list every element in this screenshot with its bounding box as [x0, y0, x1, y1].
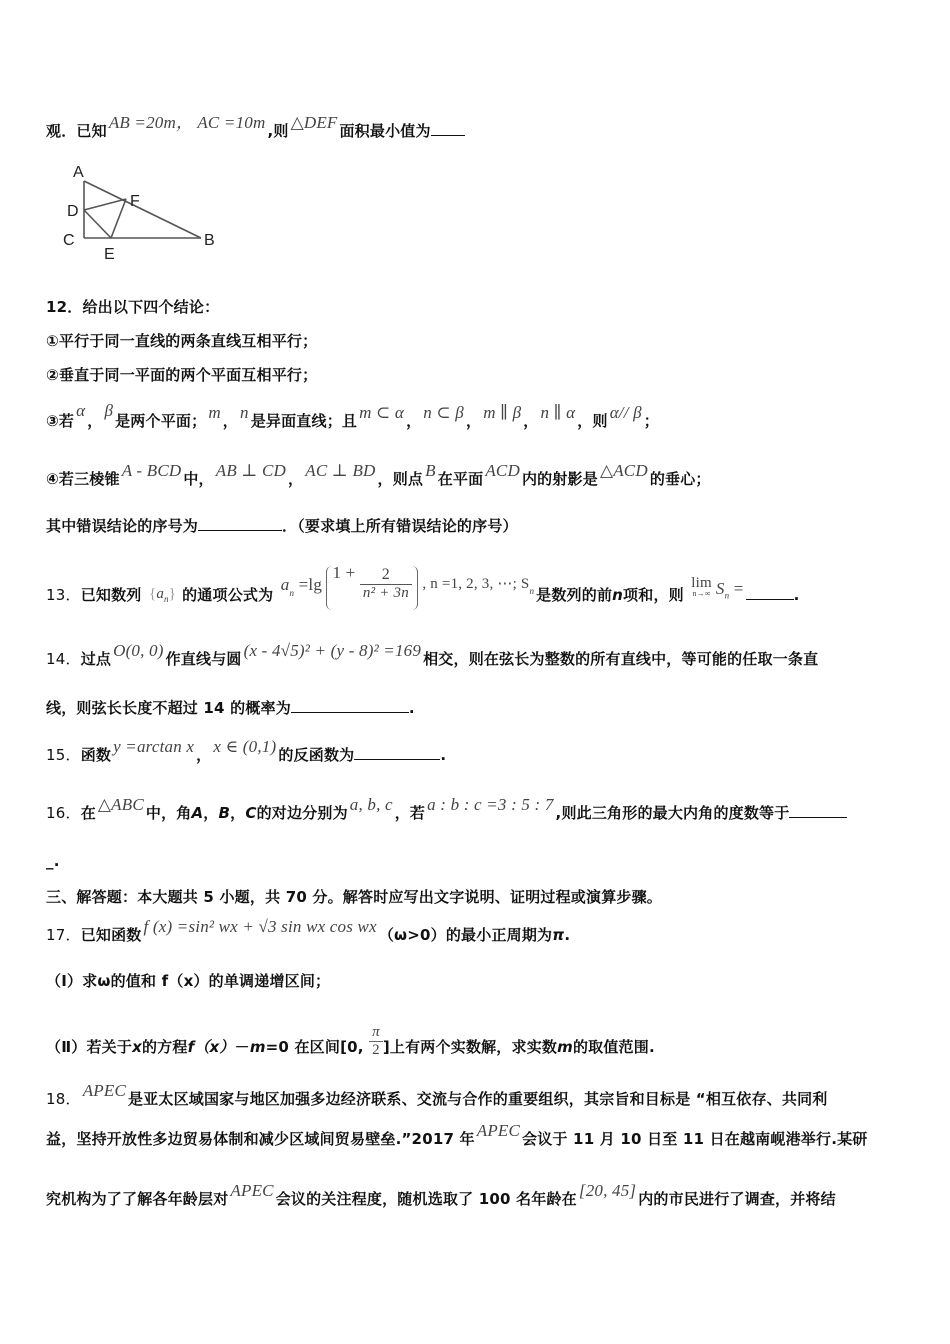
problem-12-statement-1 — [46, 330, 317, 351]
p17-q2f: f（x） — [187, 1038, 235, 1056]
p16-b2: 的对边分别为 — [256, 804, 348, 822]
math-function-f: f (x) =sin² wx + √3 sin wx cos wx — [143, 917, 377, 936]
math-arctan: y =arctan x — [113, 737, 195, 756]
answer-blank-14 — [291, 698, 409, 713]
math-point-b: B — [425, 461, 436, 480]
label-c: C — [63, 232, 75, 249]
fraction-denominator: n² + 3n — [362, 585, 409, 601]
answer-blank-13 — [746, 585, 794, 600]
brace-right: } — [168, 585, 177, 602]
math-apec-2: APEC — [476, 1121, 521, 1140]
problem-12-statement-4 — [46, 461, 711, 489]
math-age-interval: [20, 45] — [578, 1181, 637, 1200]
p16-angle-b: B — [218, 804, 231, 822]
p16-angle-a: A — [191, 804, 204, 822]
p15-sep: ， — [196, 746, 212, 764]
problem-14-text — [46, 641, 819, 669]
math-ab-perp-cd: AB ⊥ CD — [215, 461, 287, 480]
problem-18-text — [46, 1081, 828, 1109]
label-b: B — [204, 232, 215, 249]
math-beta: β — [104, 401, 114, 420]
p12-s3-sep1: ， — [87, 412, 103, 430]
p14-end: . — [408, 699, 415, 717]
p13-b: 的通项公式为 — [182, 585, 274, 604]
p16-c: ，若 — [394, 804, 426, 822]
lim-s-sub: n — [724, 590, 730, 601]
lim-sub: n→∞ — [692, 588, 711, 598]
lim-eq: = — [733, 578, 744, 598]
p15-end: . — [440, 746, 447, 764]
pi-numerator: π — [369, 1024, 383, 1042]
lim-s: S — [715, 578, 725, 598]
p16-angle-c: C — [245, 804, 257, 822]
p16-c1: ， — [203, 804, 219, 822]
answer-blank-11 — [431, 121, 465, 136]
section-3-text: 三、解答题：本大题共 5 小题，共 70 分。解答时应写出文字说明、证明过程或演算步骤。 — [46, 888, 663, 906]
term-sub: n — [289, 588, 295, 599]
label-a: A — [73, 164, 84, 181]
label-e: E — [104, 246, 115, 263]
p13-end: . — [793, 585, 800, 604]
math-plane-acd: ACD — [485, 461, 520, 480]
problem-17-part-2 — [46, 1024, 655, 1065]
p17-q2f2: 的取值范围. — [572, 1038, 655, 1056]
answer-blank-16 — [789, 803, 847, 818]
p16-c2: ， — [230, 804, 246, 822]
math-pi-over-2 — [369, 1024, 383, 1059]
p14-number: 14． — [46, 650, 81, 668]
p11-math-lengths: AB =20m， AC =10m — [108, 113, 266, 132]
math-m: m — [208, 403, 221, 422]
math-apec-3: APEC — [230, 1181, 274, 1200]
p17-a: 已知函数 — [80, 926, 142, 944]
p18-a: 是亚太区域国家与地区加强多边经济联系、交流与合作的重要组织，其宗旨和目标是 “相互依存、共同利 — [127, 1090, 828, 1108]
p17-q2e: ]上有两个实数解，求实数 — [382, 1038, 558, 1056]
p12-s4-e: 在平面 — [437, 470, 484, 488]
p15-b: 的反函数为 — [278, 746, 355, 764]
problem-12-statement-3 — [46, 401, 659, 431]
label-d: D — [67, 203, 79, 220]
p11-suffix: 面积最小值为 — [339, 122, 431, 140]
problem-13-text — [46, 562, 800, 618]
problem-12-intro — [46, 296, 219, 317]
limit-s — [714, 578, 746, 601]
p17-q2c: － — [234, 1038, 250, 1056]
math-general-term — [279, 562, 536, 616]
p12-s3-c: 是异面直线；且 — [250, 412, 358, 430]
seq-sub: n — [164, 593, 169, 604]
p17-q2b: 的方程 — [141, 1038, 188, 1056]
math-ac-perp-bd: AC ⊥ BD — [305, 461, 376, 480]
math-n-parallel-alpha: n ∥ α — [540, 403, 576, 422]
p12-s4-f: 内的射影是 — [521, 470, 598, 488]
p18-line3c: 内的市民进行了调查，并将结 — [638, 1190, 836, 1208]
math-pyramid: A - BCD — [121, 461, 182, 480]
p12-s4-a: ④若三棱锥 — [46, 470, 120, 488]
p12-s4-d: ，则点 — [377, 470, 424, 488]
p17-q2x: x — [132, 1038, 142, 1056]
math-triangle-abc: △ABC — [97, 795, 144, 814]
problem-18-line3 — [46, 1181, 836, 1209]
math-domain: x ∈ (0,1) — [213, 737, 277, 756]
brace-left: { — [148, 585, 157, 602]
p17-q2m2: m — [557, 1038, 573, 1056]
math-sequence — [147, 586, 182, 602]
fraction-numerator: 2 — [360, 566, 412, 585]
p12-s3-d: ，则 — [577, 412, 608, 430]
term-range: , n =1, 2, 3, ⋯; S — [422, 575, 530, 592]
p18-line2b: 会议于 11 月 10 日至 11 日在越南岘港举行.某研 — [522, 1130, 868, 1148]
math-circle-equation: (x - 4√5)² + (y - 8)² =169 — [243, 641, 422, 660]
p12-ask-end: ．（要求填上所有错误结论的序号） — [282, 517, 518, 535]
p12-s3-sep2: ， — [222, 412, 238, 430]
p12-intro: 12．给出以下四个结论： — [46, 298, 220, 316]
math-limit — [689, 576, 714, 598]
p17-number: 17． — [46, 926, 81, 944]
answer-blank-12 — [198, 516, 282, 531]
p18-number: 18． — [46, 1090, 81, 1108]
p11-math-triangle: △DEF — [290, 113, 338, 132]
fraction — [360, 566, 412, 602]
p12-s1: ①平行于同一直线的两条直线互相平行； — [46, 332, 318, 350]
problem-12-statement-2 — [46, 364, 317, 385]
p18-line2a: 益，坚持开放性多边贸易体制和减少区域间贸易壁垒.”2017 年 — [46, 1130, 475, 1148]
p16-a: 在 — [80, 804, 96, 822]
p13-a: 已知数列 — [80, 585, 142, 604]
p12-ask: 其中错误结论的序号为 — [46, 517, 199, 535]
label-f: F — [130, 193, 140, 210]
math-origin: O(0, 0) — [113, 641, 164, 660]
problem-17-text — [46, 917, 571, 945]
p13-number: 13． — [46, 585, 81, 604]
math-m-subset-alpha: m ⊂ α — [359, 403, 405, 422]
p12-s3-sep5: ， — [523, 412, 539, 430]
problem-16-text — [46, 795, 847, 823]
math-apec-1: APEC — [82, 1081, 126, 1100]
p17-q2m: m — [249, 1038, 266, 1056]
p13-d: 项和，则 — [623, 585, 684, 604]
p14-a: 过点 — [80, 650, 112, 668]
math-n-subset-beta: n ⊂ β — [423, 403, 464, 422]
p12-s4-c: ， — [288, 470, 304, 488]
term-a: a — [280, 574, 290, 594]
p14-line2: 线，则弦长长度不超过 14 的概率为 — [46, 699, 291, 717]
math-sides: a, b, c — [349, 795, 393, 814]
triangle-figure — [56, 160, 236, 265]
term-eq: =lg — [298, 574, 323, 594]
problem-18-line2 — [46, 1121, 868, 1149]
p12-s3-e: ； — [643, 412, 659, 430]
problem-15-text — [46, 737, 447, 765]
math-n: n — [240, 403, 249, 422]
math-triangle-acd: △ACD — [599, 461, 648, 480]
problem-14-text-line2 — [46, 697, 415, 718]
p17-q2a: （Ⅱ）若关于 — [46, 1038, 133, 1056]
answer-blank-15 — [354, 745, 440, 760]
problem-17-part-1 — [46, 970, 330, 991]
paren-group — [326, 562, 417, 610]
lim-word: lim — [691, 574, 712, 591]
p17-q2d: =0 在区间[0, — [265, 1038, 364, 1056]
problem-11-text — [46, 113, 465, 141]
p14-c: 相交，则在弦长为整数的所有直线中，等可能的任取一条直 — [423, 650, 819, 668]
p14-b: 作直线与圆 — [165, 650, 242, 668]
p15-a: 函数 — [80, 746, 112, 764]
pi-denominator: 2 — [372, 1042, 380, 1058]
seq-a: a — [156, 585, 165, 602]
p11-mid: ,则 — [267, 122, 289, 140]
math-m-parallel-beta: m ∥ β — [483, 403, 522, 422]
p18-line3b: 会议的关注程度，随机选取了 100 名年龄在 — [275, 1190, 577, 1208]
problem-12-question — [46, 515, 518, 536]
p16-tail: _. — [46, 852, 60, 870]
section-3-heading — [46, 886, 662, 907]
p12-s3-sep4: ， — [465, 412, 482, 430]
p12-s3-a: ③若 — [46, 412, 75, 430]
p13-n: n — [612, 585, 624, 604]
p18-line3a: 究机构为了了解各年龄层对 — [46, 1190, 229, 1208]
p16-number: 16． — [46, 804, 81, 822]
p17-b: （ω>0）的最小正周期为 — [378, 926, 553, 944]
p15-number: 15． — [46, 746, 81, 764]
p12-s2: ②垂直于同一平面的两个平面互相平行； — [46, 366, 318, 384]
p17-pi: π — [552, 926, 565, 944]
problem-16-tail — [46, 852, 60, 870]
math-alpha: α — [76, 401, 86, 420]
p17-end: . — [564, 926, 571, 944]
one-plus: 1 + — [332, 562, 356, 582]
math-alpha-parallel-beta: α// β — [609, 403, 642, 422]
p16-d: ,则此三角形的最大内角的度数等于 — [555, 804, 790, 822]
p13-c: 是数列的前 — [536, 585, 613, 604]
p12-s3-b: 是两个平面； — [115, 412, 207, 430]
math-ratio: a : b : c =3 : 5 : 7 — [427, 795, 554, 814]
range-sub: n — [529, 586, 535, 597]
p11-prefix: 观．已知 — [46, 122, 107, 140]
p12-s3-sep3: ， — [406, 412, 422, 430]
p12-s4-g: 的垂心； — [649, 470, 711, 488]
p12-s4-b: 中， — [183, 470, 214, 488]
p16-b1: 中，角 — [145, 804, 192, 822]
p17-q1: （Ⅰ）求ω的值和 f（x）的单调递增区间； — [46, 972, 331, 990]
